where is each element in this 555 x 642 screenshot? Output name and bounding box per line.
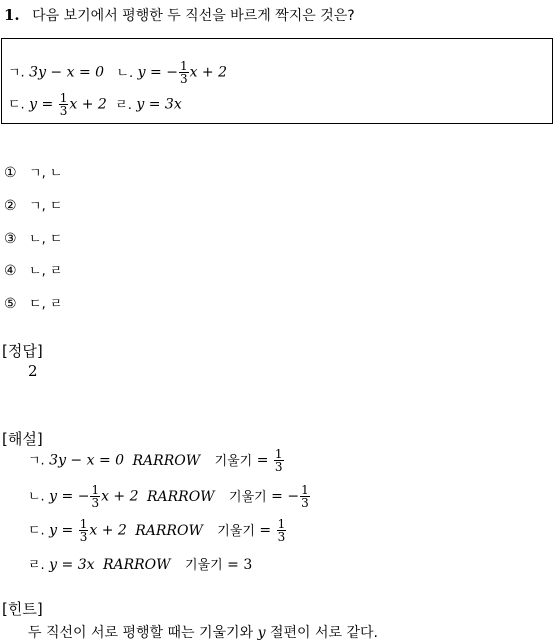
box-row-1 bbox=[8, 60, 227, 85]
choice-text: ㄱ, ㄷ bbox=[29, 199, 63, 214]
choice-2[interactable] bbox=[4, 195, 62, 214]
choice-1[interactable] bbox=[4, 162, 62, 181]
item-c-pre: y = bbox=[29, 96, 54, 113]
item-a-equation: 3y − x = 0 bbox=[29, 64, 105, 81]
explanation-line-1: ㄱ. 3y − x = 0 RARROW 기울기 = $\frac{1}{3}$ bbox=[28, 447, 283, 474]
choice-text: ㄴ, ㄷ bbox=[29, 232, 63, 247]
explanation-heading: [해설] bbox=[2, 430, 43, 448]
explanation-line-3: ㄷ. y = $\frac{1}{3}$ x + 2 RARROW 기울기 = $\frac{1}{3}$ bbox=[28, 517, 286, 544]
choice-text: ㄱ, ㄴ bbox=[29, 166, 63, 181]
item-b-pre: y = − bbox=[137, 64, 178, 81]
choice-marker: ⑤ bbox=[4, 296, 17, 312]
item-c-fraction: $\frac{1}{3}$ bbox=[59, 91, 68, 118]
choice-marker: ④ bbox=[4, 263, 17, 279]
choice-3[interactable] bbox=[4, 228, 62, 247]
item-c-post: x + 2 bbox=[69, 96, 107, 113]
box-row-2 bbox=[8, 92, 182, 117]
item-b-fraction: $\frac{1}{3}$ bbox=[179, 59, 188, 86]
explanation-line-2: ㄴ. y = − $\frac{1}{3}$ x + 2 RARROW 기울기 = − $\frac{1}{3}$ bbox=[28, 483, 309, 510]
hint-text: 두 직선이 서로 평행할 때는 기울기와 y 절편이 서로 같다. bbox=[28, 625, 378, 641]
choice-text: ㄷ, ㄹ bbox=[29, 297, 63, 312]
item-b-post: x + 2 bbox=[189, 64, 228, 81]
choice-4[interactable] bbox=[4, 260, 62, 279]
question bbox=[4, 5, 355, 25]
item-b-label: ㄴ. bbox=[116, 65, 134, 81]
answer-value: 2 bbox=[28, 362, 38, 380]
choice-marker: ③ bbox=[4, 231, 17, 247]
hint-heading: [힌트] bbox=[2, 600, 43, 618]
choice-5[interactable] bbox=[4, 293, 62, 312]
choice-marker: ① bbox=[4, 165, 17, 181]
explanation-line-4: ㄹ. y = 3x RARROW 기울기 = 3 bbox=[28, 557, 253, 573]
choice-text: ㄴ, ㄹ bbox=[29, 264, 63, 279]
question-text: 다음 보기에서 평행한 두 직선을 바르게 짝지은 것은? bbox=[32, 8, 355, 24]
item-a-label: ㄱ. bbox=[8, 65, 25, 81]
answer-heading: [정답] bbox=[2, 342, 43, 360]
arrow-text: RARROW bbox=[132, 452, 201, 469]
item-d-label: ㄹ. bbox=[115, 97, 132, 113]
question-number: 1. bbox=[4, 6, 20, 24]
item-d-equation: y = 3x bbox=[136, 96, 182, 113]
choice-marker: ② bbox=[4, 198, 17, 214]
item-c-label: ㄷ. bbox=[8, 97, 25, 113]
